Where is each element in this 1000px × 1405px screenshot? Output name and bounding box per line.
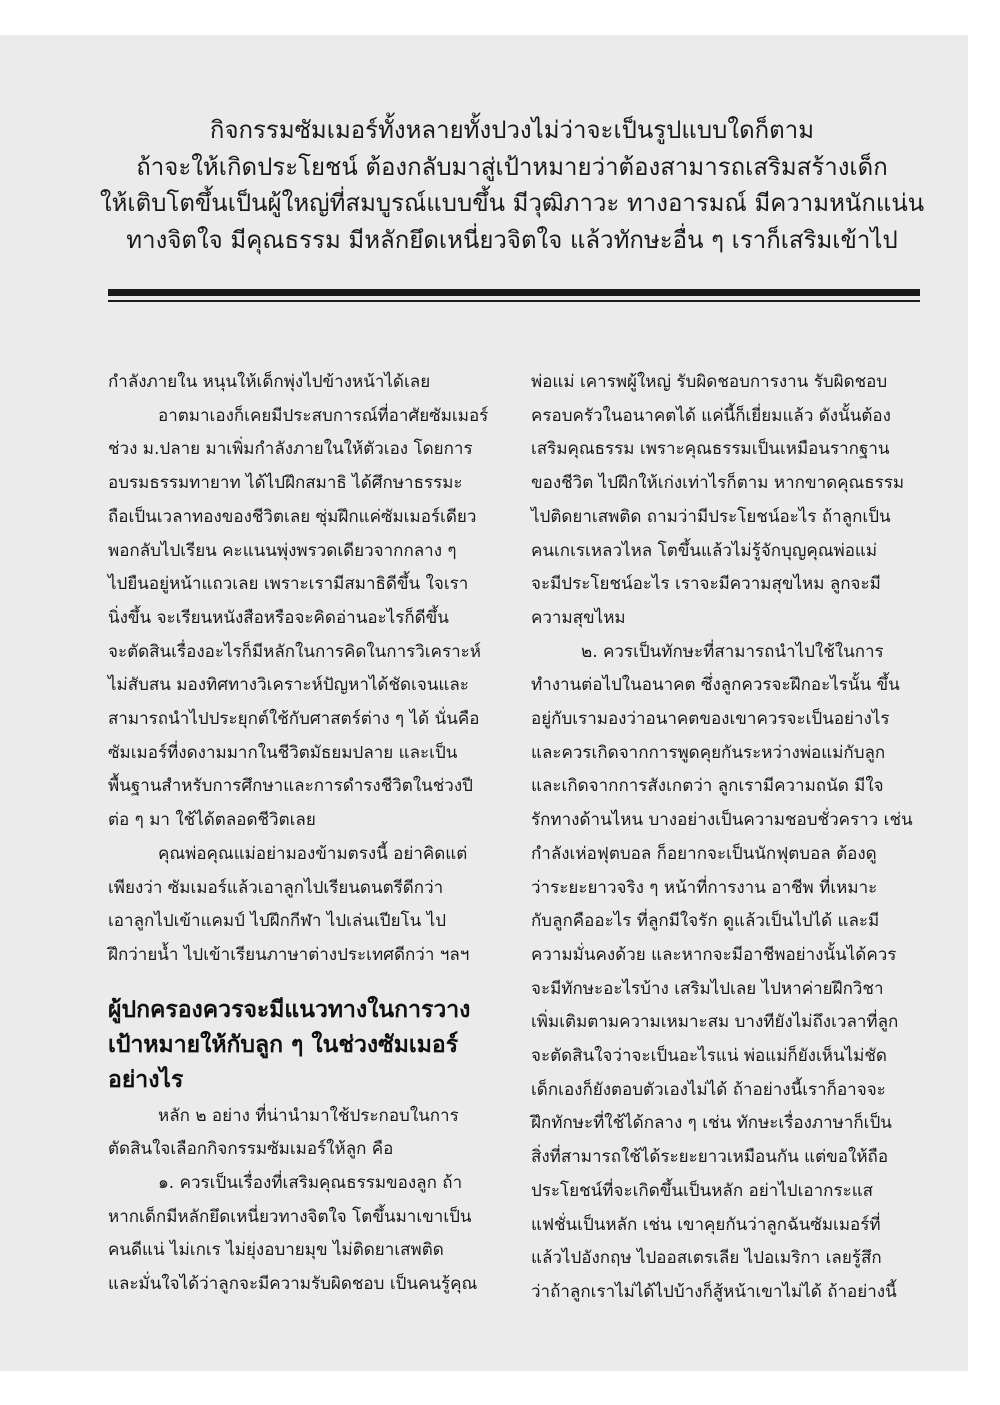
body-line: และเกิดจากการสังเกตว่า ลูกเรามีความถนัด มีใจ <box>531 776 884 797</box>
body-line: เสริมคุณธรรม เพราะคุณธรรมเป็นเหมือนรากฐาน <box>531 439 890 460</box>
pull-quote-line: ให้เติบโตขึ้นเป็นผู้ใหญ่ที่สมบูรณ์แบบขึ้น มีวุฒิภาวะ ทางอารมณ์ มีความหนักแน่น <box>99 189 925 217</box>
body-line: พอกลับไปเรียน คะแนนพุ่งพรวดเดียวจากกลาง ๆ <box>108 540 457 561</box>
body-line: ความสุขไหม <box>531 607 626 628</box>
body-line: ไม่สับสน มองทิศทางวิเคราะห์ปัญหาได้ชัดเจนและ <box>108 675 469 696</box>
body-line: จะมีทักษะอะไรบ้าง เสริมไปเลย ไปหาค่ายฝึกวิชา <box>531 978 884 999</box>
body-line: ช่วง ม.ปลาย มาเพิ่มกำลังภายในให้ตัวเอง โดยการ <box>108 439 473 460</box>
body-line: ซัมเมอร์ที่งดงามมากในชีวิตมัธยมปลาย และเป็น <box>108 742 458 763</box>
body-line: และมั่นใจได้ว่าลูกจะมีความรับผิดชอบ เป็นคนรู้คุณ <box>108 1274 478 1295</box>
pull-quote-line: กิจกรรมซัมเมอร์ทั้งหลายทั้งปวงไม่ว่าจะเป็นรูปแบบใดก็ตาม <box>209 116 815 144</box>
heading-line: เป้าหมายให้กับลูก ๆ ในช่วงซัมเมอร์ <box>108 1031 459 1058</box>
body-line: ประโยชน์ที่จะเกิดขึ้นเป็นหลัก อย่าไปเอากระแส <box>531 1180 874 1201</box>
body-line: คนดีแน่ ไม่เกเร ไม่ยุ่งอบายมุข ไม่ติดยาเสพติด <box>108 1240 444 1261</box>
pull-quote-line: ถ้าจะให้เกิดประโยชน์ ต้องกลับมาสู่เป้าหมายว่าต้องสามารถเสริมสร้างเด็ก <box>136 152 888 181</box>
body-line: จะตัดสินเรื่องอะไรก็มีหลักในการคิดในการวิเคราะห์ <box>108 641 481 662</box>
body-line: นิ่งขึ้น จะเรียนหนังสือหรือจะคิดอ่านอะไรก็ดีขึ้น <box>108 607 449 628</box>
body-line: ไปยืนอยู่หน้าแถวเลย เพราะเรามีสมาธิดีขึ้น ใจเรา <box>108 574 469 595</box>
body-line: เอาลูกไปเข้าแคมป์ ไปฝึกกีฬา ไปเล่นเปียโน ไป <box>108 911 447 932</box>
body-line: คุณพ่อคุณแม่อย่ามองข้ามตรงนี้ อย่าคิดแต่ <box>158 843 468 864</box>
left-column <box>108 366 493 1302</box>
body-line: ครอบครัวในอนาคตได้ แค่นี้ก็เยี่ยมแล้ว ดังนั้นต้อง <box>531 405 891 426</box>
body-line: ถือเป็นเวลาทองของชีวิตเลย ซุ่มฝึกแค่ซัมเมอร์เดียว <box>108 506 477 527</box>
body-line: ฝึกทักษะที่ใช้ได้กลาง ๆ เช่น ทักษะเรื่องภาษาก็เป็น <box>531 1113 892 1134</box>
body-line: ว่าระยะยาวจริง ๆ หน้าที่การงาน อาชีพ ที่เหมาะ <box>531 877 878 898</box>
section-heading <box>108 993 493 1098</box>
pull-quote <box>60 112 964 258</box>
body-line: ตัดสินใจเลือกกิจกรรมซัมเมอร์ให้ลูก คือ <box>108 1139 394 1160</box>
body-line: กับลูกคืออะไร ที่ลูกมีใจรัก ดูแล้วเป็นไปได้ และมี <box>531 911 880 932</box>
body-line: พ่อแม่ เคารพผู้ใหญ่ รับผิดชอบการงาน รับผิดชอบ <box>531 372 888 392</box>
body-line: คนเกเรเหลวไหล โตขึ้นแล้วไม่รู้จักบุญคุณพ่อแม่ <box>531 540 878 561</box>
body-line: อาตมาเองก็เคยมีประสบการณ์ที่อาศัยซัมเมอร์ <box>158 405 489 426</box>
body-line: ไปติดยาเสพติด ถามว่ามีประโยชน์อะไร ถ้าลูกเป็น <box>531 506 891 527</box>
body-line: เพียงว่า ซัมเมอร์แล้วเอาลูกไปเรียนดนตรีดีกว่า <box>108 877 444 898</box>
body-line: ฝึกว่ายน้ำ ไปเข้าเรียนภาษาต่างประเทศดีกว่า ฯลฯ <box>108 944 470 965</box>
body-line: สามารถนำไปประยุกต์ใช้กับศาสตร์ต่าง ๆ ได้ นั่นคือ <box>108 709 480 730</box>
divider-thick <box>108 289 920 296</box>
body-line: เด็กเองก็ยังตอบตัวเองไม่ได้ ถ้าอย่างนี้เราก็อาจจะ <box>531 1079 886 1100</box>
body-line: ความมั่นคงด้วย และหากจะมีอาชีพอย่างนั้นได้ควร <box>531 944 897 965</box>
body-line: หลัก ๒ อย่าง ที่น่านำมาใช้ประกอบในการ <box>158 1105 459 1126</box>
body-line: กำลังภายใน หนุนให้เด็กพุ่งไปข้างหน้าได้เลย <box>108 372 431 392</box>
body-line: ๒. ควรเป็นทักษะที่สามารถนำไปใช้ในการ <box>581 641 884 662</box>
body-line: หากเด็กมีหลักยึดเหนี่ยวทางจิตใจ โตขึ้นมาเขาเป็น <box>108 1206 472 1227</box>
divider-thin <box>108 300 920 302</box>
body-line: ต่อ ๆ มา ใช้ได้ตลอดชีวิตเลย <box>108 810 316 831</box>
heading-line: ผู้ปกครองควรจะมีแนวทางในการวาง <box>108 996 471 1023</box>
body-line: ทำงานต่อไปในอนาคต ซึ่งลูกควรจะฝึกอะไรนั้น ขึ้น <box>531 675 900 696</box>
body-line: และควรเกิดจากการพูดคุยกันระหว่างพ่อแม่กับลูก <box>531 742 886 763</box>
heading-line: อย่างไร <box>108 1066 184 1093</box>
body-line: ของชีวิต ไปฝึกให้เก่งเท่าไรก็ตาม หากขาดคุณธรรม <box>531 473 905 494</box>
body-line: สิ่งที่สามารถใช้ได้ระยะยาวเหมือนกัน แต่ขอให้ถือ <box>531 1147 889 1168</box>
body-line: แฟชั่นเป็นหลัก เช่น เขาคุยกันว่าลูกฉันซัมเมอร์ที่ <box>531 1214 881 1235</box>
body-line: จะตัดสินใจว่าจะเป็นอะไรแน่ พ่อแม่ก็ยังเห็นไม่ชัด <box>531 1046 887 1067</box>
body-line: จะมีประโยชน์อะไร เราจะมีความสุขไหม ลูกจะมี <box>531 574 881 595</box>
body-line: ว่าถ้าลูกเราไม่ได้ไปบ้างก็สู้หน้าเขาไม่ได้ ถ้าอย่างนี้ <box>531 1281 897 1302</box>
right-column <box>531 366 916 1310</box>
body-line: อยู่กับเรามองว่าอนาคตของเขาควรจะเป็นอย่างไร <box>531 709 890 730</box>
body-line: รักทางด้านไหน บางอย่างเป็นความชอบชั่วคราว เช่น <box>531 810 913 831</box>
body-line: แล้วไปอังกฤษ ไปออสเตรเลีย ไปอเมริกา เลยรู้สึก <box>531 1248 882 1269</box>
body-line: อบรมธรรมทายาท ได้ไปฝึกสมาธิ ได้ศึกษาธรรมะ <box>108 473 463 494</box>
body-line: เพิ่มเติมตามความเหมาะสม บางทียังไม่ถึงเวลาที่ลูก <box>531 1012 899 1033</box>
body-line: ๑. ควรเป็นเรื่องที่เสริมคุณธรรมของลูก ถ้า <box>158 1173 463 1194</box>
body-line: พื้นฐานสำหรับการศึกษาและการดำรงชีวิตในช่วงปี <box>108 776 473 797</box>
body-line: กำลังเห่อฟุตบอล ก็อยากจะเป็นนักฟุตบอล ต้องดู <box>531 843 877 864</box>
pull-quote-line: ทางจิตใจ มีคุณธรรม มีหลักยึดเหนี่ยวจิตใจ แล้วทักษะอื่น ๆ เราก็เสริมเข้าไป <box>126 225 898 254</box>
